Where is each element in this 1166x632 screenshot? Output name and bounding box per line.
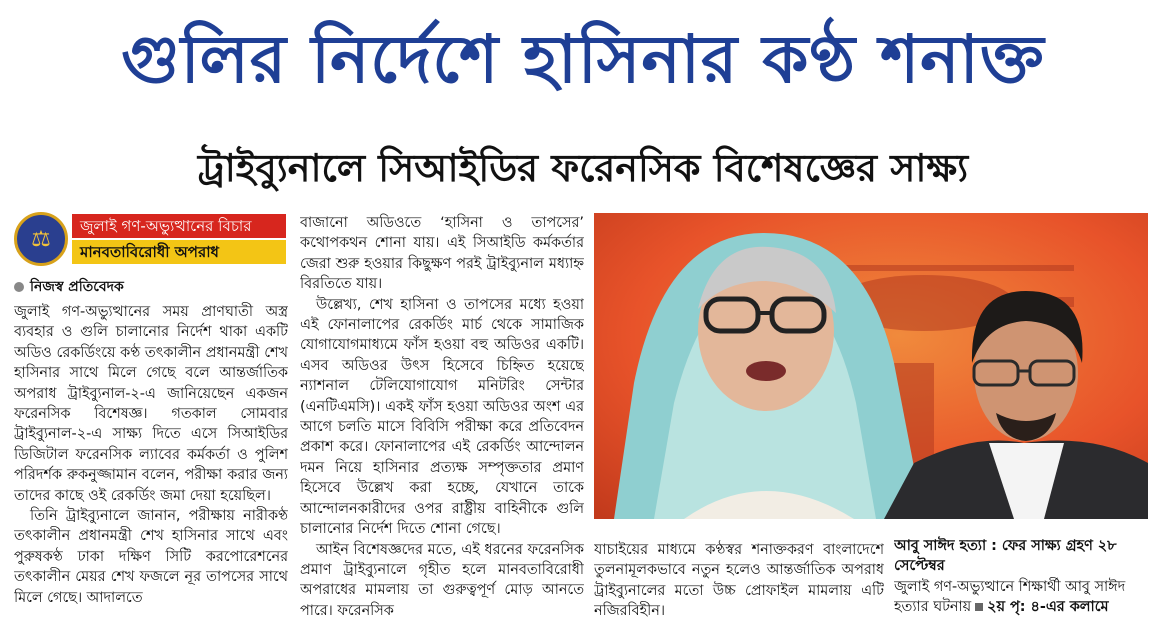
- subheadline: ট্রাইব্যুনালে সিআইডির ফরেনসিক বিশেষজ্ঞের সাক্ষ্য: [197, 146, 969, 190]
- related-story-body: [894, 577, 1152, 618]
- bullet-icon: [14, 282, 24, 292]
- article-column-3: [594, 540, 884, 624]
- byline-text: নিজস্ব প্রতিবেদক: [30, 279, 124, 295]
- article-paragraph: আইন বিশেষজ্ঞদের মতে, এই ধরনের ফরেনসিক প্রমাণ ট্রাইব্যুনালে গৃহীত হলে মানবতাবিরোধী অপরাধের মামলায় তা গুরুত্বপূর্ণ মোড় আনতে পারে। ফরেনসিক: [300, 541, 584, 619]
- article-paragraph: যাচাইয়ের মাধ্যমে কণ্ঠস্বর শনাক্তকরণ বাংলাদেশে তুলনামূলকভাবে নতুন হলেও আন্তর্জাতিক অপরাধ ট্রাইব্যুনালের মতো উচ্চ প্রোফাইল মামলায় এটি নজিরবিহীন।: [594, 542, 884, 620]
- section-badge-top-label: জুলাই গণ-অভ্যুত্থানের বিচার: [72, 214, 286, 238]
- article-column-2: [300, 213, 584, 625]
- related-story-box: [894, 536, 1152, 626]
- news-photo: [594, 213, 1148, 519]
- headline: গুলির নির্দেশে হাসিনার কণ্ঠ শনাক্ত: [121, 21, 1045, 98]
- article-paragraph: জুলাই গণ-অভ্যুত্থানের সময় প্রাণঘাতী অস্ত্র ব্যবহার ও গুলি চালানোর নির্দেশ থাকা একটি অডিও রেকর্ডিংয়ে কণ্ঠ তৎকালীন প্রধানমন্ত্রী শেখ হাসিনার সাথে মিলে গেছে বলে আন্তর্জাতিক অপরাধ ট্রাইব্যুনাল-২-এ জানিয়েছেন একজন ফরেনসিক বিশেষজ্ঞ। গতকাল সোমবার ট্রাইব্যুনাল-২-এ সাক্ষ্য দিতে এসে সিআইডির ডিজিটাল ফরেনসিক ল্যাবের কর্মকর্তা ও পুলিশ পরিদর্শক রুকনুজ্জামান বলেন, পরীক্ষা করার জন্য তাদের কাছে ওই রেকর্ডিং জমা দেয়া হয়েছিল।: [14, 304, 288, 504]
- byline: [14, 276, 286, 298]
- section-badge: [14, 212, 286, 266]
- continued-page-reference[interactable]: ২য় পৃ: ৪-এর কলামে: [987, 599, 1109, 616]
- article-paragraph: উল্লেখ্য, শেখ হাসিনা ও তাপসের মধ্যে হওয়া এই ফোনালাপের রেকর্ডিং মার্চ থেকে সামাজিক যোগাযোগমাধ্যমে ফাঁস হওয়া বহু অডিওর একটি। এসব অডিওর উৎস হিসেবে চিহ্নিত হয়েছে ন্যাশনাল টেলিযোগাযোগ মনিটরিং সেন্টার (এনটিএমসি)। একই ফাঁস হওয়া অডিওর অংশ এর আগে চলতি মাসে বিবিসি পরীক্ষা করে প্রতিবেদন প্রকাশ করে। ফোনালাপের এই রেকর্ডিং আন্দোলন দমন নিয়ে হাসিনার প্রত্যক্ষ সম্পৃক্ততার প্রমাণ হিসেবে উল্লেখ করা হচ্ছে, যেখানে তাকে আন্দোলনকারীদের ওপর রাষ্ট্রীয় বাহিনীকে গুলি চালানোর নির্দেশ দিতে শোনা গেছে।: [300, 296, 584, 538]
- section-badge-bottom-label: মানবতাবিরোধী অপরাধ: [72, 240, 286, 264]
- related-story-text: জুলাই গণ-অভ্যুত্থানে শিক্ষার্থী আবু সাঈদ হত্যার ঘটনায়: [894, 578, 1126, 616]
- scales-of-justice-icon: ⚖: [14, 212, 68, 266]
- related-story-title: আবু সাঈদ হত্যা : ফের সাক্ষ্য গ্রহণ ২৮ সেপ্টেম্বর: [894, 538, 1117, 575]
- square-bullet-icon: [975, 603, 983, 611]
- article-paragraph: তিনি ট্রাইব্যুনালে জানান, পরীক্ষায় নারীকণ্ঠ তৎকালীন প্রধানমন্ত্রী শেখ হাসিনার সাথে এবং পুরুষকণ্ঠ ঢাকা দক্ষিণ সিটি করপোরেশনের তৎকালীন মেয়র শেখ ফজলে নূর তাপসের সাথে মিলে গেছে। আদালতে: [14, 508, 288, 606]
- photo-illustration: [594, 213, 1148, 519]
- article-column-1: [14, 302, 288, 628]
- article-paragraph: বাজানো অডিওতে ‘হাসিনা ও তাপসের’ কথোপকথন শোনা যায়। এই সিআইডি কর্মকর্তার জেরা শুরু হওয়ার কিছুক্ষণ পরই ট্রাইব্যুনাল মধ্যাহ্ন বিরতিতে যায়।: [300, 215, 584, 293]
